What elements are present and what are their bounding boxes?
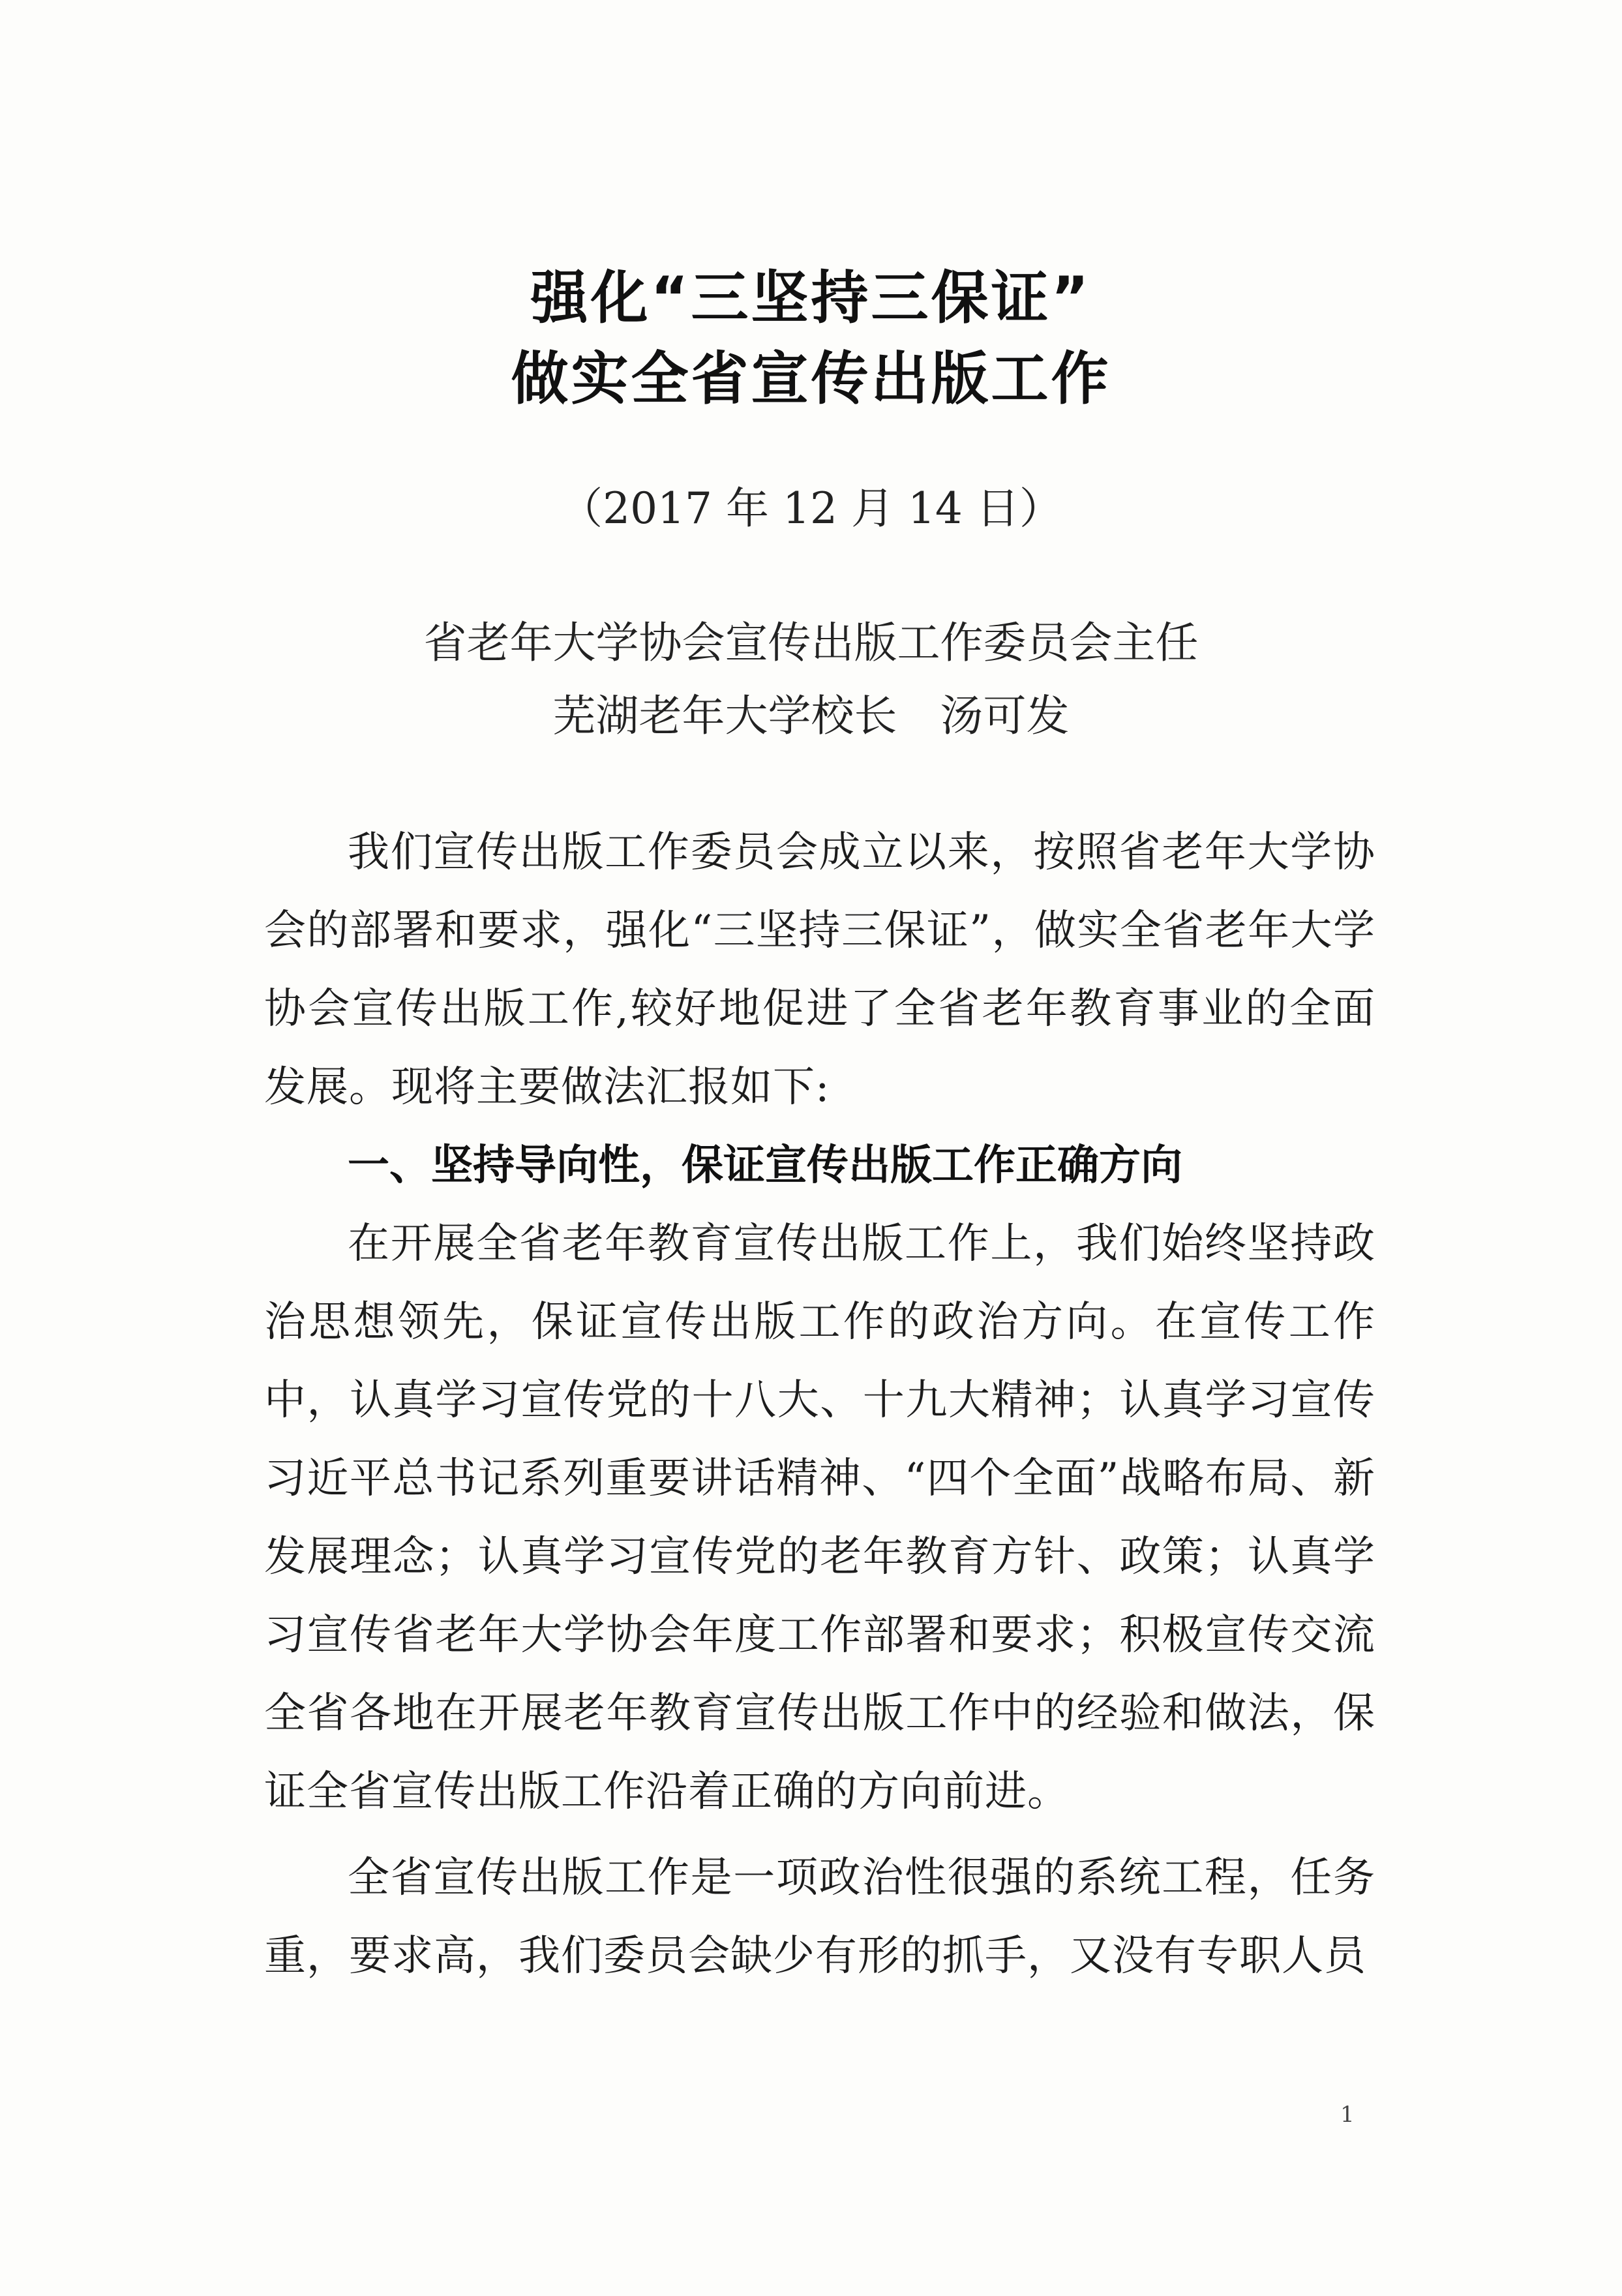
title-line-1: 强化“三坚持三保证” — [530, 264, 1092, 331]
author-affiliation-line — [0, 680, 1622, 753]
body-paragraph: 全省宣传出版工作是一项政治性很强的系统工程，任务重，要求高，我们委员会缺少有形的抓手，又没有专职人员 — [264, 1854, 1375, 1980]
author-position: 省老年大学协会宣传出版工作委员会主任 — [423, 618, 1199, 668]
body-paragraph: 在开展全省老年教育宣传出版工作上，我们始终坚持政治思想领先，保证宣传出版工作的政治方向。在宣传工作中，认真学习宣传党的十八大、十九大精神；认真学习宣传习近平总书记系列重要讲话精神、“四个全面”战略布局、新发展理念；认真学习宣传党的老年教育方针、政策；认真学习宣传省老年大学协会年度工作部署和要求；积极宣传交流全省各地在开展老年教育宣传出版工作中的经验和做法，保证全省宣传出版工作沿着正确的方向前进。 — [264, 1220, 1375, 1816]
section-heading-1: 一、坚持导向性，保证宣传出版工作正确方向 — [348, 1141, 1182, 1190]
page-number: 1 — [1340, 2102, 1355, 2128]
intro-paragraph: 我们宣传出版工作委员会成立以来，按照省老年大学协会的部署和要求，强化“三坚持三保证”，做实全省老年大学协会宣传出版工作,较好地促进了全省老年教育事业的全面发展。现将主要做法汇报如下: — [264, 828, 1375, 1111]
author-block — [0, 607, 1622, 753]
document-date: （2017 年 12 月 14 日） — [560, 483, 1062, 534]
title-line-2: 做实全省宣传出版工作 — [511, 345, 1111, 412]
document-body — [264, 813, 1375, 1995]
document-title — [0, 258, 1622, 419]
author-organization: 芜湖老年大学校长 — [552, 691, 897, 741]
author-name: 汤可发 — [940, 691, 1070, 741]
